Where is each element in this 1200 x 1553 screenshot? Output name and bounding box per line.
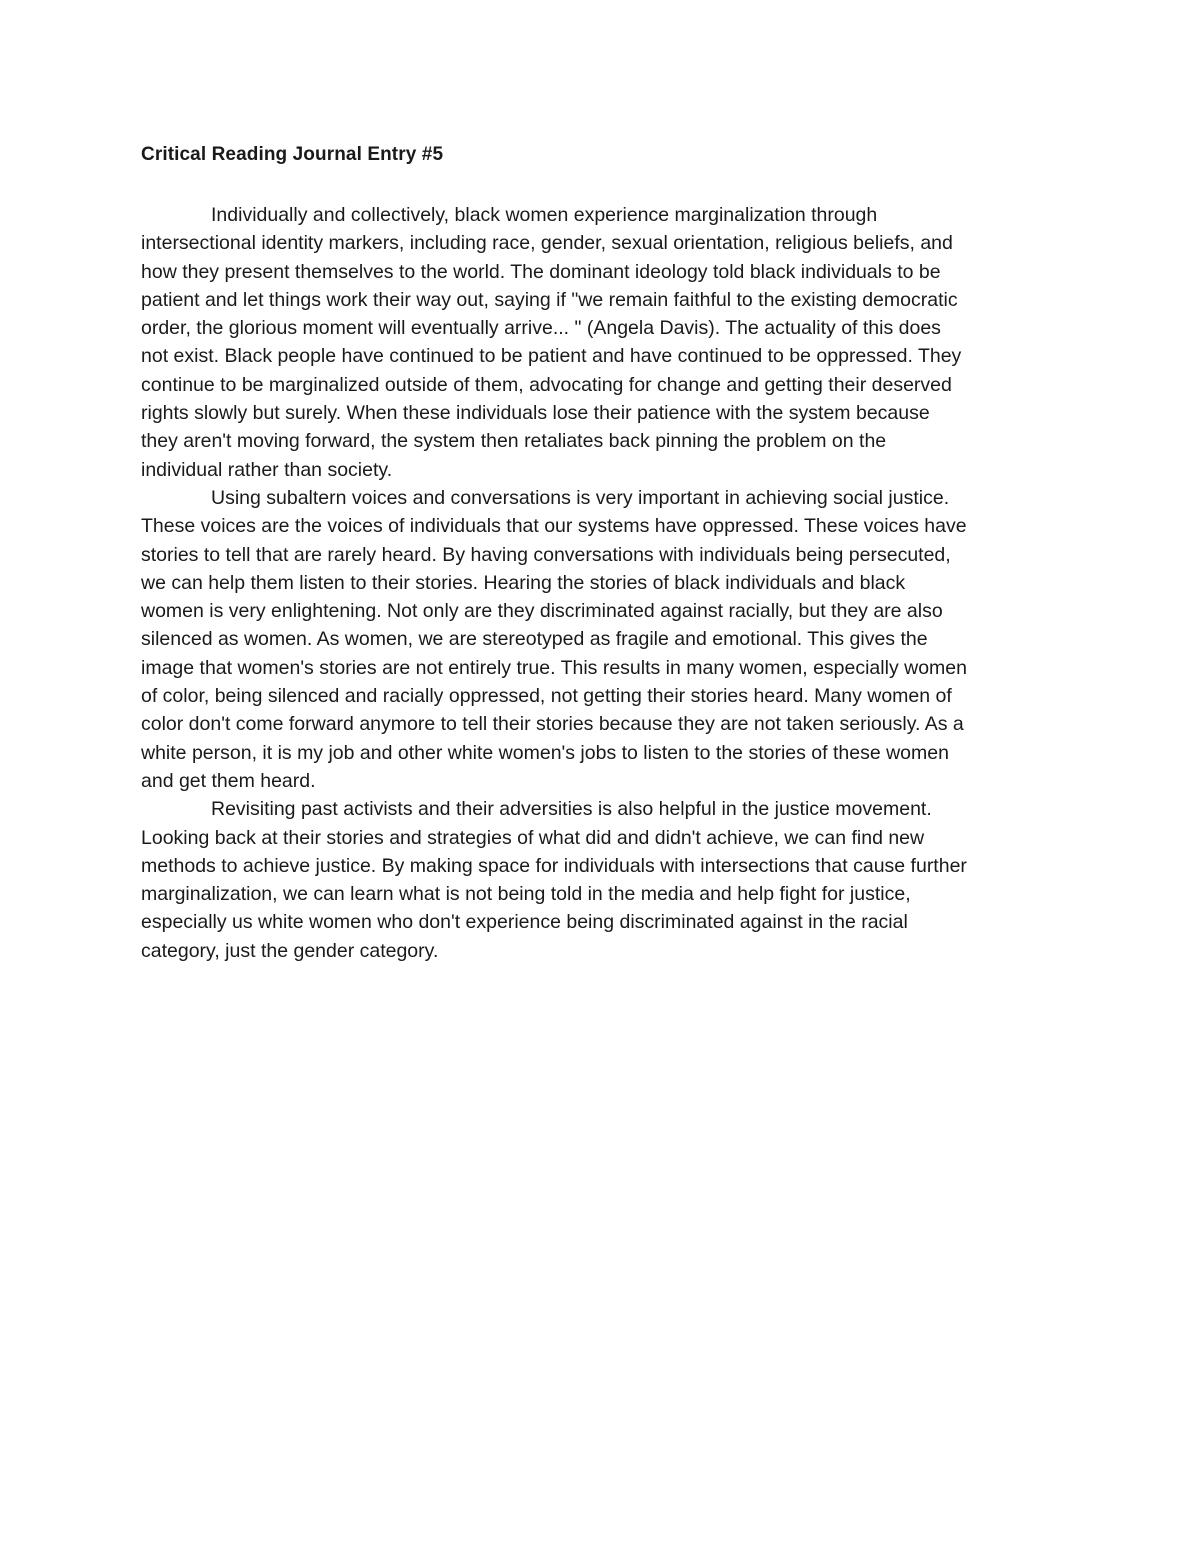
paragraph-line: continue to be marginalized outside of them, advocating for change and getting their deserved xyxy=(141,373,952,396)
paragraph-line: of color, being silenced and racially oppressed, not getting their stories heard. Many women of xyxy=(141,685,952,708)
paragraph-line: not exist. Black people have continued to be patient and have continued to be oppressed. They xyxy=(141,345,962,368)
paragraph-line: order, the glorious moment will eventually arrive... " (Angela Davis). The actuality of this does xyxy=(141,317,941,340)
paragraph-line: image that women's stories are not entirely true. This results in many women, especially women xyxy=(141,656,967,679)
paragraph-line: These voices are the voices of individuals that our systems have oppressed. These voices have xyxy=(141,515,967,538)
paragraph-line: Looking back at their stories and strategies of what did and didn't achieve, we can find new xyxy=(141,826,925,849)
paragraph-line: rights slowly but surely. When these individuals lose their patience with the system because xyxy=(141,402,930,425)
paragraph-1 xyxy=(141,201,1071,484)
paragraph-line: methods to achieve justice. By making space for individuals with intersections that cause further xyxy=(141,854,967,877)
paragraph-2 xyxy=(141,484,1071,795)
paragraph-line: Using subaltern voices and conversations is very important in achieving social justice. xyxy=(211,486,950,509)
paragraph-line: category, just the gender category. xyxy=(141,939,439,962)
paragraph-line: Revisiting past activists and their adversities is also helpful in the justice movement. xyxy=(211,798,932,821)
paragraph-line: women is very enlightening. Not only are they discriminated against racially, but they are also xyxy=(141,600,943,623)
paragraph-line: intersectional identity markers, including race, gender, sexual orientation, religious beliefs, and xyxy=(141,232,953,255)
document-body xyxy=(141,143,1071,965)
paragraph-line: we can help them listen to their stories. Hearing the stories of black individuals and black xyxy=(141,571,906,594)
paragraph-line: especially us white women who don't experience being discriminated against in the racial xyxy=(141,911,908,934)
paragraph-line: stories to tell that are rarely heard. By having conversations with individuals being persecuted, xyxy=(141,543,951,566)
paragraph-line: white person, it is my job and other white women's jobs to listen to the stories of these women xyxy=(141,741,949,764)
paragraph-3 xyxy=(141,795,1071,965)
paragraph-line: they aren't moving forward, the system then retaliates back pinning the problem on the xyxy=(141,430,887,453)
paragraph-line: and get them heard. xyxy=(141,769,316,792)
paragraph-line: color don't come forward anymore to tell their stories because they are not taken seriously. As a xyxy=(141,713,964,736)
paragraph-line: marginalization, we can learn what is not being told in the media and help fight for justice, xyxy=(141,883,911,906)
paragraph-line: how they present themselves to the world. The dominant ideology told black individuals to be xyxy=(141,260,941,283)
paragraph-line: patient and let things work their way out, saying if "we remain faithful to the existing democratic xyxy=(141,288,958,311)
paragraph-line: Individually and collectively, black women experience marginalization through xyxy=(211,204,878,226)
document-title: Critical Reading Journal Entry #5 xyxy=(141,144,444,165)
paragraph-line: individual rather than society. xyxy=(141,458,393,481)
paragraph-line: silenced as women. As women, we are stereotyped as fragile and emotional. This gives the xyxy=(141,628,928,651)
